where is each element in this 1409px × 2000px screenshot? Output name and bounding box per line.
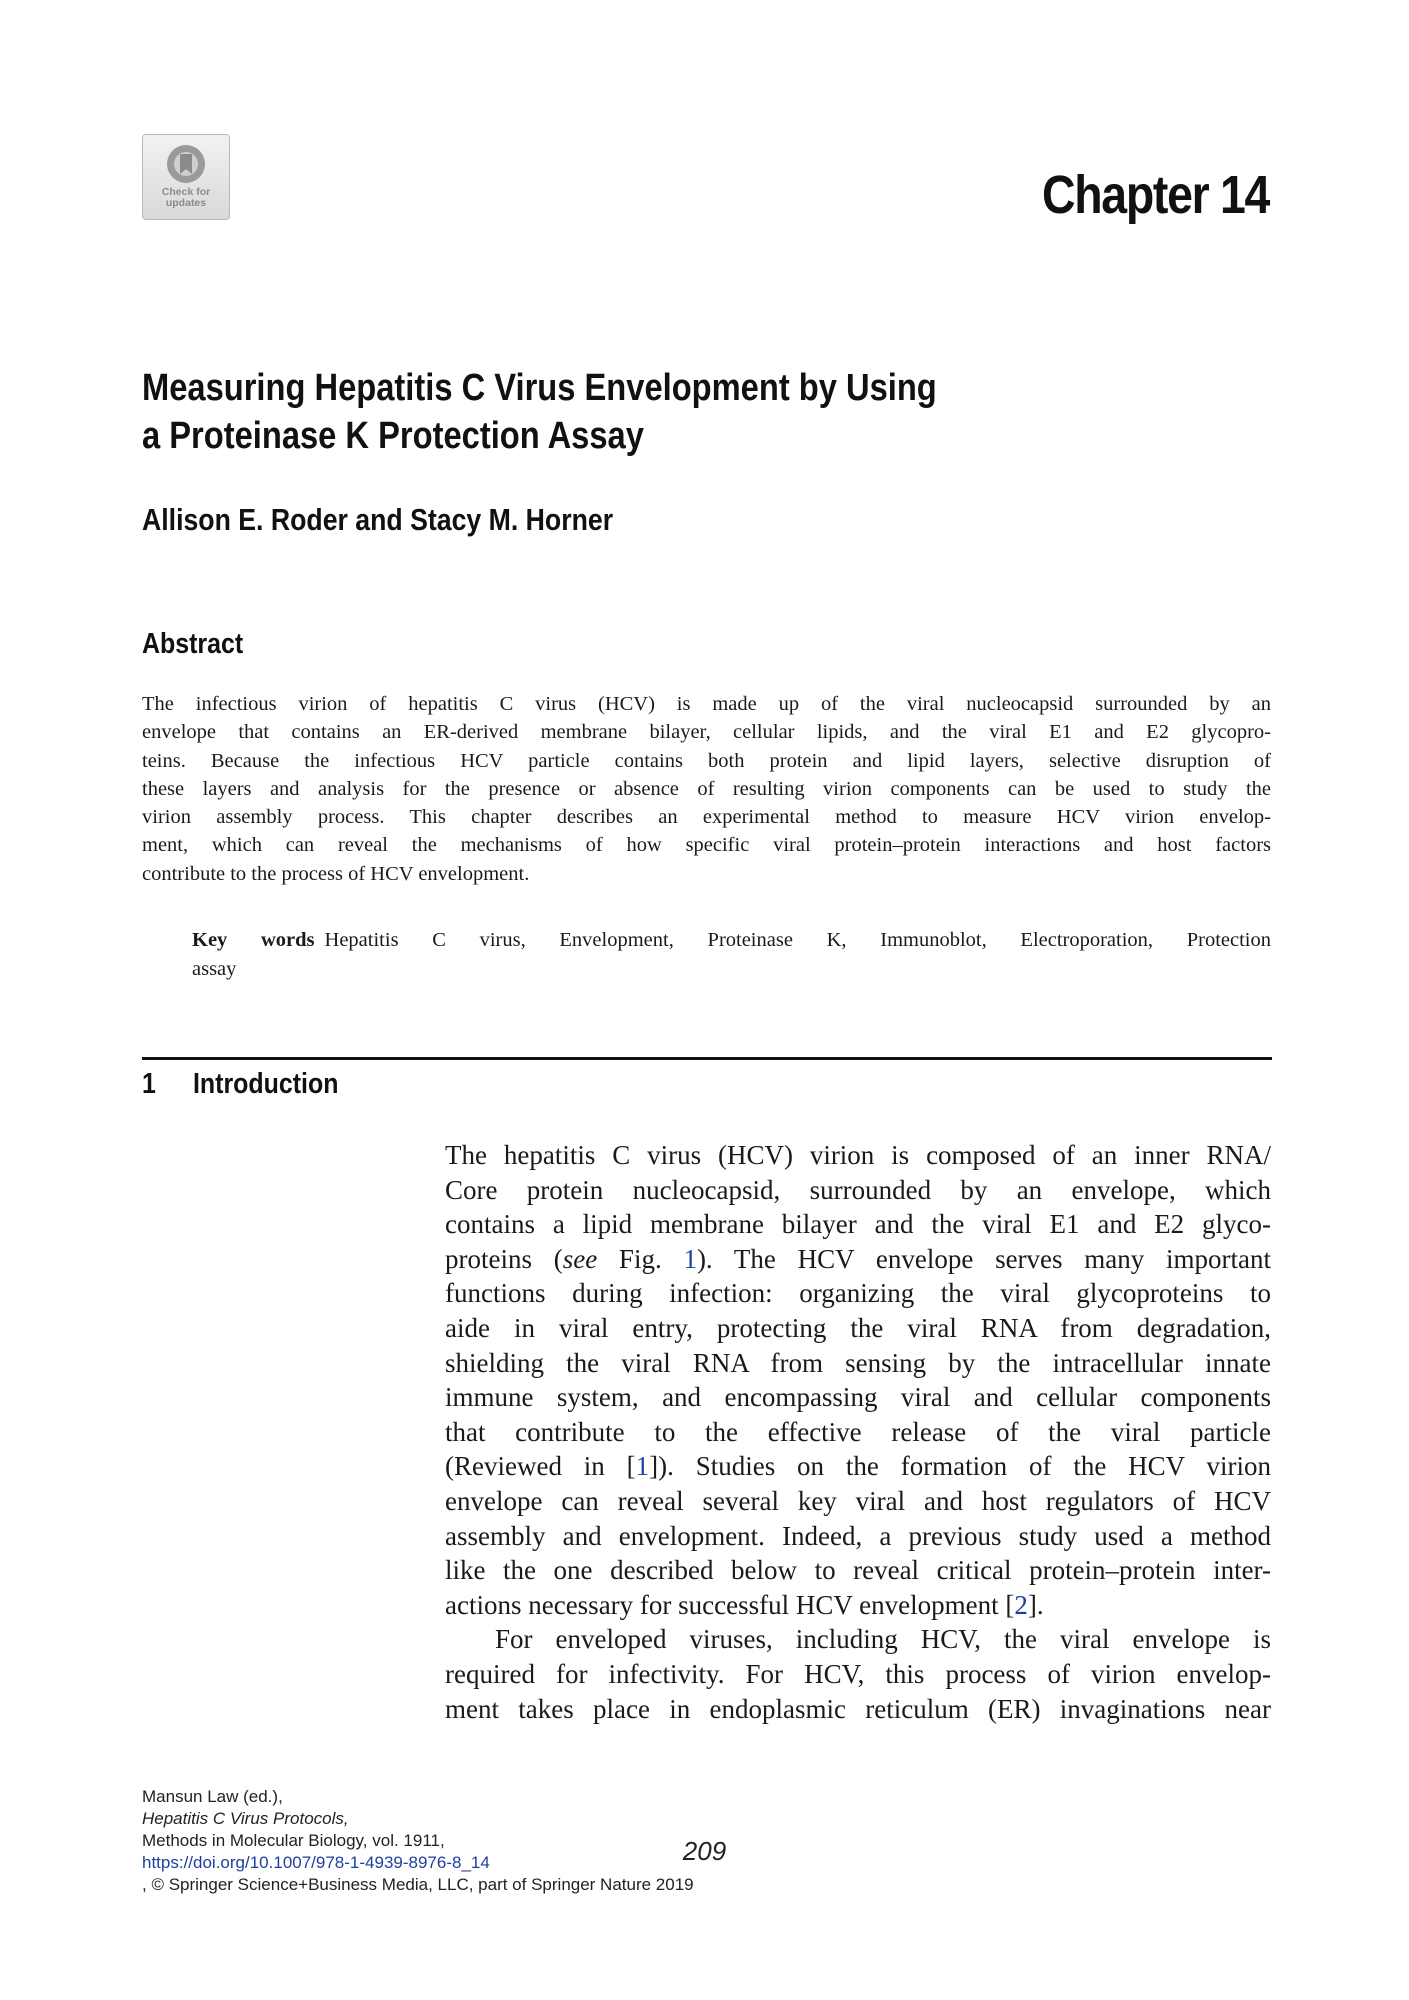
citation-series: Methods in Molecular Biology, vol. 1911, bbox=[142, 1831, 445, 1850]
intro-text: ). The HCV envelope serves many important bbox=[696, 1243, 1271, 1274]
intro-line: aide in viral entry, protecting the viral RNA from degradation, bbox=[445, 1312, 1271, 1343]
article-title-line-2: a Proteinase K Protection Assay bbox=[142, 415, 644, 457]
intro-line: envelope can reveal several key viral and host regulators of HCV bbox=[445, 1485, 1271, 1516]
intro-line: contains a lipid membrane bilayer and the viral E1 and E2 glyco- bbox=[445, 1209, 1271, 1240]
page-number: 209 bbox=[682, 1836, 727, 1866]
badge-line-1: Check for bbox=[161, 186, 211, 198]
keywords bbox=[192, 926, 1271, 984]
chapter-label: Chapter 14 bbox=[1041, 165, 1269, 225]
abstract-line: contribute to the process of HCV envelopment. bbox=[142, 862, 530, 885]
citation-book-title: Hepatitis C Virus Protocols, bbox=[142, 1809, 349, 1828]
keywords-list-continued: assay bbox=[192, 958, 237, 980]
doi-link[interactable]: https://doi.org/10.1007/978-1-4939-8976-8_14 bbox=[142, 1853, 490, 1872]
abstract-line: these layers and analysis for the presence or absence of resulting virion components can be used to study the bbox=[142, 777, 1271, 800]
intro-text: ]. bbox=[1027, 1589, 1044, 1620]
figure-1-link[interactable]: 1 bbox=[683, 1243, 697, 1274]
intro-text: Fig. bbox=[597, 1243, 684, 1274]
intro-line: Core protein nucleocapsid, surrounded by an envelope, which bbox=[445, 1174, 1271, 1205]
check-for-updates-label bbox=[143, 187, 229, 209]
abstract-line: The infectious virion of hepatitis C virus (HCV) is made up of the viral nucleocapsid surrounded by an bbox=[142, 693, 1271, 715]
intro-line bbox=[445, 1242, 1271, 1277]
intro-line bbox=[445, 1588, 1271, 1623]
badge-line-2: updates bbox=[165, 197, 207, 209]
intro-text: (Reviewed in [ bbox=[445, 1451, 636, 1482]
abstract-heading: Abstract bbox=[142, 628, 244, 660]
intro-line: assembly and envelopment. Indeed, a previous study used a method bbox=[445, 1520, 1271, 1551]
reference-1-link[interactable]: 1 bbox=[635, 1451, 650, 1482]
authors: Allison E. Roder and Stacy M. Horner bbox=[142, 502, 614, 537]
intro-line: required for infectivity. For HCV, this process of virion envelop- bbox=[445, 1658, 1271, 1689]
keywords-list: Hepatitis C virus, Envelopment, Proteinase K, Immunoblot, Electroporation, Protection bbox=[324, 929, 1271, 951]
citation-copyright: , © Springer Science+Business Media, LLC, part of Springer Nature 2019 bbox=[142, 1875, 694, 1894]
intro-line: The hepatitis C virus (HCV) virion is composed of an inner RNA/ bbox=[445, 1140, 1271, 1170]
reference-2-link[interactable]: 2 bbox=[1014, 1589, 1028, 1620]
intro-text: actions necessary for successful HCV envelopment [ bbox=[445, 1589, 1015, 1620]
abstract-body bbox=[142, 690, 1271, 888]
article-title-line-1: Measuring Hepatitis C Virus Envelopment by Using bbox=[142, 367, 937, 409]
introduction-body bbox=[445, 1138, 1271, 1726]
citation-editor: Mansun Law (ed.), bbox=[142, 1787, 283, 1806]
intro-line bbox=[445, 1449, 1271, 1484]
check-for-updates-badge[interactable] bbox=[142, 134, 230, 220]
intro-line: For enveloped viruses, including HCV, the viral envelope is bbox=[495, 1624, 1271, 1655]
intro-text: proteins ( bbox=[445, 1243, 563, 1274]
article-title bbox=[142, 364, 937, 460]
intro-line: shielding the viral RNA from sensing by the intracellular innate bbox=[445, 1347, 1271, 1378]
section-divider bbox=[142, 1057, 1272, 1060]
intro-text: ]). Studies on the formation of the HCV virion bbox=[649, 1451, 1271, 1482]
intro-line: ment takes place in endoplasmic reticulum (ER) invaginations near bbox=[445, 1693, 1271, 1724]
section-number: 1 bbox=[142, 1068, 156, 1100]
abstract-line: envelope that contains an ER-derived membrane bilayer, cellular lipids, and the viral E1 and E2 glycopro- bbox=[142, 721, 1271, 744]
section-title: Introduction bbox=[193, 1068, 339, 1100]
intro-line: like the one described below to reveal critical protein–protein inter- bbox=[445, 1555, 1271, 1586]
intro-line: that contribute to the effective release of the viral particle bbox=[445, 1416, 1271, 1447]
abstract-line: teins. Because the infectious HCV particle contains both protein and lipid layers, selective disruption of bbox=[142, 749, 1271, 772]
see-italic: see bbox=[562, 1243, 598, 1274]
keywords-label: Key words bbox=[192, 929, 315, 951]
intro-line: functions during infection: organizing the viral glycoproteins to bbox=[445, 1278, 1271, 1309]
abstract-line: virion assembly process. This chapter describes an experimental method to measure HCV virion envelop- bbox=[142, 806, 1271, 829]
intro-line: immune system, and encompassing viral and cellular components bbox=[445, 1382, 1271, 1413]
check-for-updates-bookmark-icon bbox=[165, 143, 207, 185]
abstract-line: ment, which can reveal the mechanisms of how specific viral protein–protein interactions and host factors bbox=[142, 834, 1271, 857]
